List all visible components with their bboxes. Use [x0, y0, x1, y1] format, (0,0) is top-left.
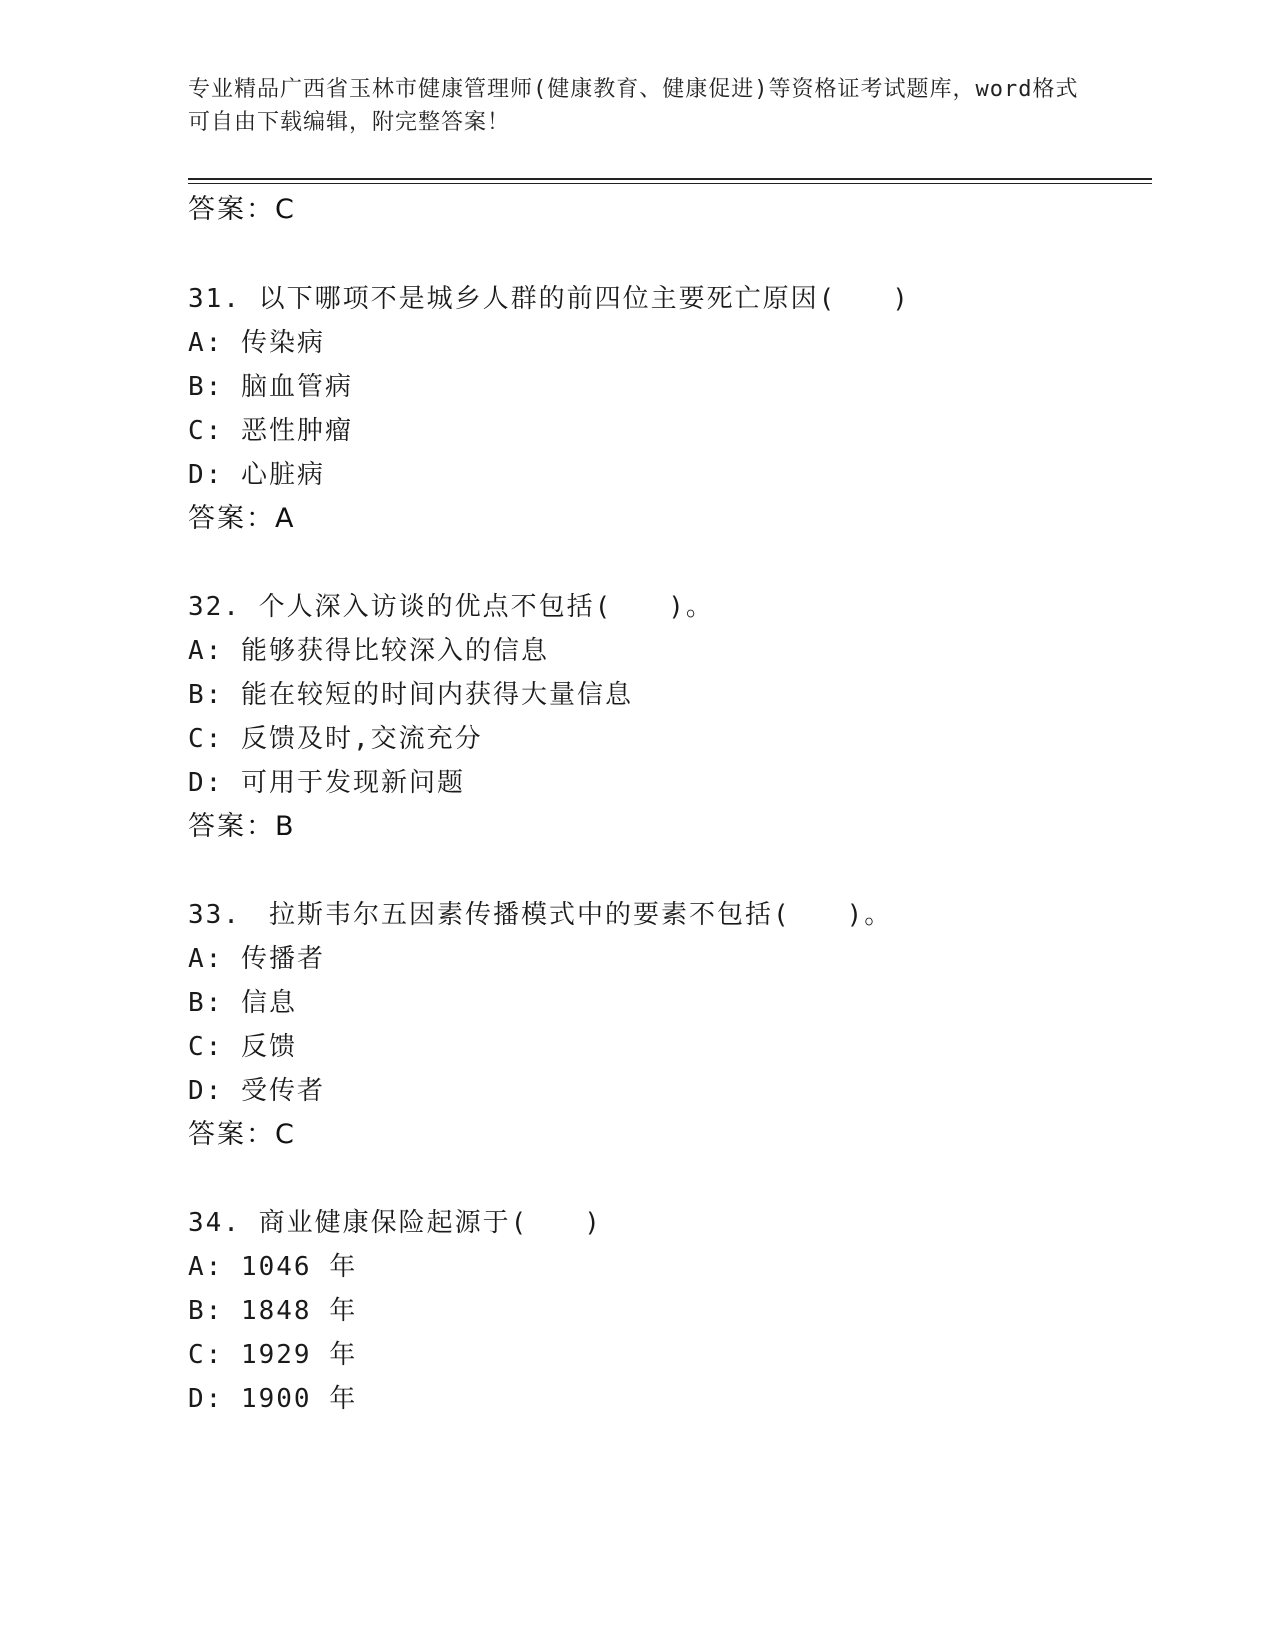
question-33-option-d: D: 受传者	[188, 1076, 325, 1106]
question-31-answer: 答案：A	[188, 503, 296, 534]
header-divider-thin	[188, 183, 1152, 184]
question-31-option-a: A: 传染病	[188, 328, 325, 358]
question-33-option-a: A: 传播者	[188, 944, 325, 974]
question-32-option-a: A: 能够获得比较深入的信息	[188, 636, 549, 666]
question-32-option-b: B: 能在较短的时间内获得大量信息	[188, 680, 633, 710]
question-34-option-c: C: 1929 年	[188, 1340, 358, 1370]
question-32-option-d: D: 可用于发现新问题	[188, 768, 465, 798]
question-34-option-b: B: 1848 年	[188, 1296, 358, 1326]
question-34-option-d: D: 1900 年	[188, 1384, 358, 1414]
question-31-title: 31. 以下哪项不是城乡人群的前四位主要死亡原因( )	[188, 284, 910, 314]
page-header: 专业精品广西省玉林市健康管理师(健康教育、健康促进)等资格证考试题库，word格式可自由下载编辑，附完整答案！	[188, 77, 1079, 135]
question-31-option-c: C: 恶性肿瘤	[188, 416, 353, 446]
question-32-option-c: C: 反馈及时,交流充分	[188, 724, 483, 754]
question-31-option-b: B: 脑血管病	[188, 372, 353, 402]
question-33-option-c: C: 反馈	[188, 1032, 297, 1062]
question-32-answer: 答案：B	[188, 811, 296, 842]
question-34-title: 34. 商业健康保险起源于( )	[188, 1208, 602, 1238]
question-32-title: 32. 个人深入访谈的优点不包括( )。	[188, 592, 714, 622]
header-divider-thick	[188, 178, 1152, 180]
question-31-option-d: D: 心脏病	[188, 460, 325, 490]
answer-previous: 答案：C	[188, 194, 296, 225]
question-33-title: 33. 拉斯韦尔五因素传播模式中的要素不包括( )。	[188, 900, 893, 930]
question-34-option-a: A: 1046 年	[188, 1252, 358, 1282]
question-33-answer: 答案：C	[188, 1119, 296, 1150]
question-33-option-b: B: 信息	[188, 988, 297, 1018]
